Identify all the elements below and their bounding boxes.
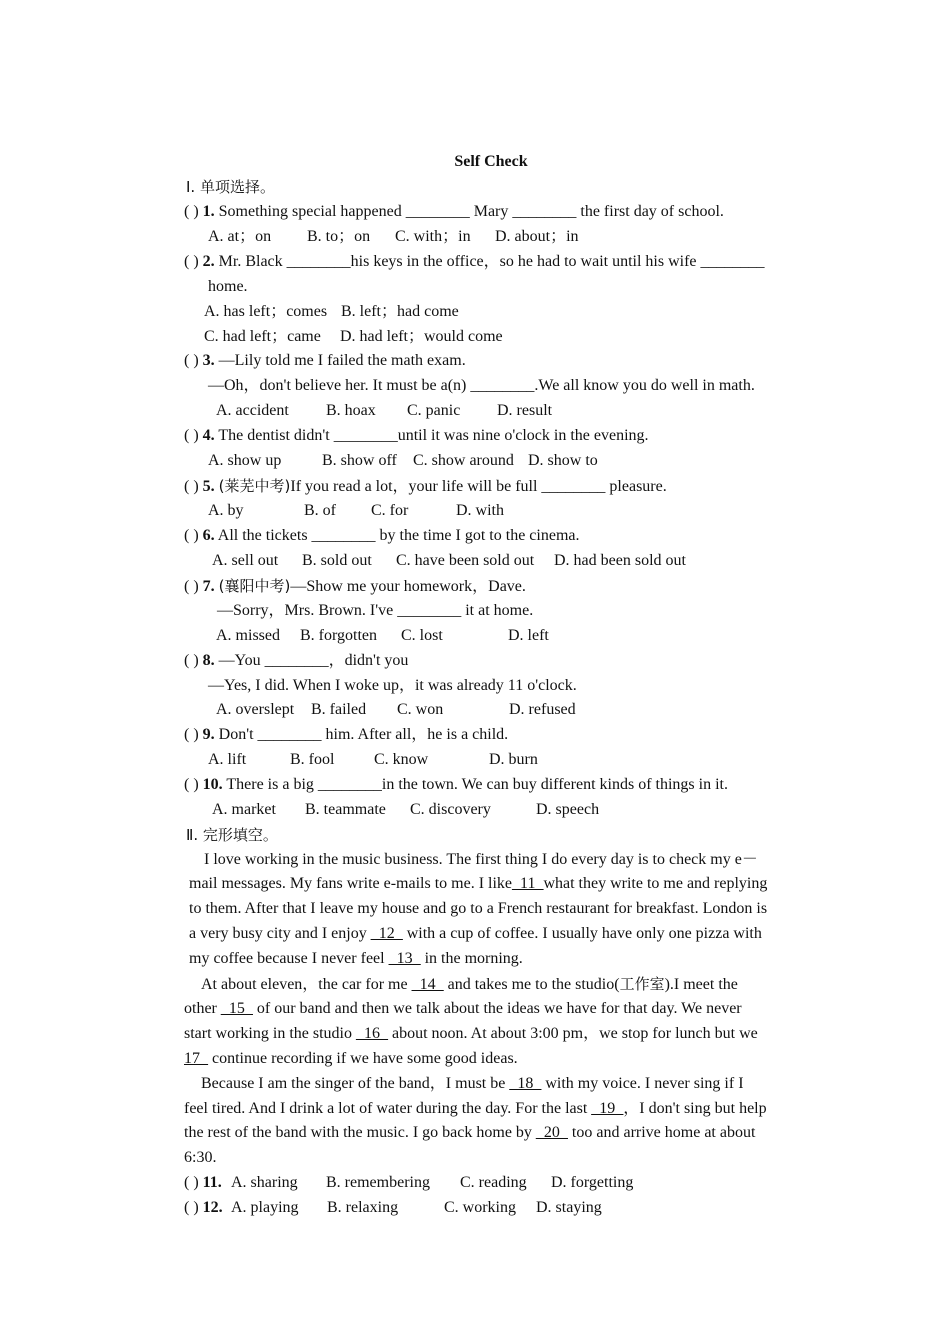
question-2	[184, 252, 765, 272]
passage-line: to them. After that I leave my house and go to a French restaurant for breakfast. London is	[189, 900, 768, 917]
source-tag: (莱芜中考)	[218, 477, 291, 495]
question-12	[184, 1198, 223, 1218]
passage-line: 6:30.	[184, 1149, 217, 1166]
option-b: B. failed	[311, 701, 367, 718]
blank-12: _12_	[370, 925, 403, 942]
answer-paren: ( )	[184, 352, 199, 369]
option-a: A. playing	[231, 1199, 299, 1216]
passage-line: the rest of the band with the music. I go back home by _20_ too and arrive home at about	[184, 1124, 756, 1141]
passage-line: At about eleven，the car for me _14_ and takes me to the studio(工作室).I meet the	[201, 975, 738, 993]
option-c: C. panic	[407, 402, 461, 419]
option-b: B. fool	[290, 751, 335, 768]
blank-18: _18_	[509, 1075, 542, 1092]
question-text: Mr. Black ________his keys in the office，so he had to wait until his wife ________	[218, 253, 765, 270]
question-text: —You ________，didn't you	[218, 652, 409, 669]
passage-line: my coffee because I never feel _13_ in the morning.	[189, 950, 523, 967]
answer-paren: ( )	[184, 652, 199, 669]
option-a: A. overslept	[216, 701, 295, 718]
option-c: C. lost	[401, 627, 443, 644]
option-c: C. discovery	[410, 801, 491, 818]
question-text: The dentist didn't ________until it was nine o'clock in the evening.	[218, 427, 649, 444]
question-text-cont: —Sorry，Mrs. Brown. I've ________ it at home.	[217, 602, 534, 619]
answer-paren: ( )	[184, 253, 199, 270]
passage-line: I love working in the music business. The first thing I do every day is to check my e－	[204, 851, 758, 868]
question-5	[184, 476, 667, 497]
option-a: A. missed	[216, 627, 280, 644]
question-text-cont: home.	[208, 278, 248, 295]
option-c: C. have been sold out	[396, 552, 535, 569]
answer-paren: ( )	[184, 1174, 199, 1191]
question-text: Don't ________ him. After all，he is a child.	[218, 726, 509, 743]
option-b: B. teammate	[305, 801, 386, 818]
option-a: A. market	[212, 801, 276, 818]
answer-paren: ( )	[184, 203, 199, 220]
blank-11: _11_	[512, 875, 544, 892]
blank-17: 17_	[184, 1050, 208, 1067]
option-c: C. show around	[413, 452, 514, 469]
question-10	[184, 775, 728, 795]
option-a: A. sharing	[231, 1174, 298, 1191]
question-number: 11.	[202, 1174, 222, 1191]
option-d: D. speech	[536, 801, 600, 818]
option-b: B. left；had come	[341, 303, 459, 320]
option-a: A. has left；comes	[204, 303, 328, 320]
question-text: If you read a lot，your life will be full ________ pleasure.	[290, 478, 667, 495]
option-a: A. by	[208, 502, 244, 519]
section-2-heading: Ⅱ. 完形填空。	[186, 826, 278, 844]
answer-paren: ( )	[184, 427, 199, 444]
question-9	[184, 725, 508, 745]
question-number: 8.	[202, 652, 215, 669]
question-3	[184, 351, 466, 371]
question-number: 2.	[202, 253, 215, 270]
question-number: 6.	[202, 527, 215, 544]
question-8	[184, 651, 408, 671]
option-a: A. sell out	[212, 552, 279, 569]
option-d: D. left	[508, 627, 549, 644]
option-a: A. at；on	[208, 228, 272, 245]
blank-14: _14_	[411, 976, 444, 993]
option-d: D. staying	[536, 1199, 602, 1216]
option-d: D. with	[456, 502, 504, 519]
option-c: C. won	[397, 701, 444, 718]
option-b: B. show off	[322, 452, 397, 469]
question-number: 10.	[202, 776, 223, 793]
page-title: Self Check	[454, 153, 528, 170]
option-a: A. lift	[208, 751, 247, 768]
option-b: B. relaxing	[327, 1199, 399, 1216]
question-7	[184, 576, 526, 597]
answer-paren: ( )	[184, 726, 199, 743]
option-b: B. remembering	[326, 1174, 430, 1191]
answer-paren: ( )	[184, 1199, 199, 1216]
question-number: 9.	[202, 726, 215, 743]
answer-paren: ( )	[184, 478, 199, 495]
question-text: All the tickets ________ by the time I got to the cinema.	[217, 527, 580, 544]
option-d: D. result	[497, 402, 553, 419]
blank-15: _15_	[220, 1000, 253, 1017]
option-d: D. about；in	[495, 228, 579, 245]
blank-13: _13_	[388, 950, 421, 967]
option-b: B. sold out	[302, 552, 372, 569]
passage-line: start working in the studio _16_ about noon. At about 3:00 pm，we stop for lunch but we	[184, 1025, 758, 1042]
question-number: 4.	[202, 427, 215, 444]
option-a: A. show up	[208, 452, 282, 469]
question-text: —Lily told me I failed the math exam.	[218, 352, 466, 369]
passage-line: Because I am the singer of the band，I must be _18_ with my voice. I never sing if I	[201, 1075, 744, 1092]
question-number: 5.	[202, 478, 215, 495]
option-a: A. accident	[216, 402, 289, 419]
answer-paren: ( )	[184, 578, 199, 595]
blank-20: _20_	[535, 1124, 568, 1141]
passage-line: mail messages. My fans write e-mails to me. I like_11_what they write to me and replying	[189, 875, 768, 892]
question-4	[184, 426, 649, 446]
question-text-cont: —Yes, I did. When I woke up，it was already 11 o'clock.	[208, 677, 577, 694]
option-c: C. know	[374, 751, 429, 768]
question-text-cont: —Oh，don't believe her. It must be a(n) ________.We all know you do well in math.	[208, 377, 755, 394]
question-number: 1.	[202, 203, 215, 220]
option-d: D. burn	[489, 751, 538, 768]
option-d: D. show to	[528, 452, 598, 469]
option-b: B. hoax	[326, 402, 376, 419]
blank-19: _19_	[591, 1100, 624, 1117]
section-1-heading: Ⅰ. 单项选择。	[186, 178, 275, 196]
option-d: D. forgetting	[551, 1174, 634, 1191]
passage-line: feel tired. And I drink a lot of water during the day. For the last _19_，I don't sing but help	[184, 1100, 767, 1117]
blank-16: _16_	[355, 1025, 388, 1042]
passage-line: other _15_ of our band and then we talk about the ideas we have for that day. We never	[184, 1000, 742, 1017]
passage-line: 17_ continue recording if we have some good ideas.	[184, 1050, 518, 1067]
option-c: C. working	[444, 1199, 516, 1216]
question-number: 12.	[202, 1199, 223, 1216]
option-c: C. with；in	[395, 228, 471, 245]
option-d: D. had left；would come	[340, 328, 503, 345]
option-b: B. forgotten	[300, 627, 378, 644]
source-tag: (襄阳中考)	[218, 577, 291, 595]
answer-paren: ( )	[184, 776, 199, 793]
option-d: D. refused	[509, 701, 576, 718]
option-c: C. reading	[460, 1174, 527, 1191]
passage-line: a very busy city and I enjoy _12_ with a cup of coffee. I usually have only one pizza with	[189, 925, 762, 942]
answer-paren: ( )	[184, 527, 199, 544]
question-number: 3.	[202, 352, 215, 369]
question-6	[184, 526, 579, 546]
option-b: B. to；on	[307, 228, 371, 245]
question-11	[184, 1173, 222, 1193]
question-text: Something special happened ________ Mary ________ the first day of school.	[218, 203, 724, 220]
question-text: There is a big ________in the town. We can buy different kinds of things in it.	[226, 776, 728, 793]
option-c: C. for	[371, 502, 409, 519]
question-text: —Show me your homework，Dave.	[290, 578, 526, 595]
option-b: B. of	[304, 502, 336, 519]
option-d: D. had been sold out	[554, 552, 686, 569]
question-1	[184, 202, 724, 222]
question-number: 7.	[202, 578, 215, 595]
option-c: C. had left；came	[204, 328, 321, 345]
